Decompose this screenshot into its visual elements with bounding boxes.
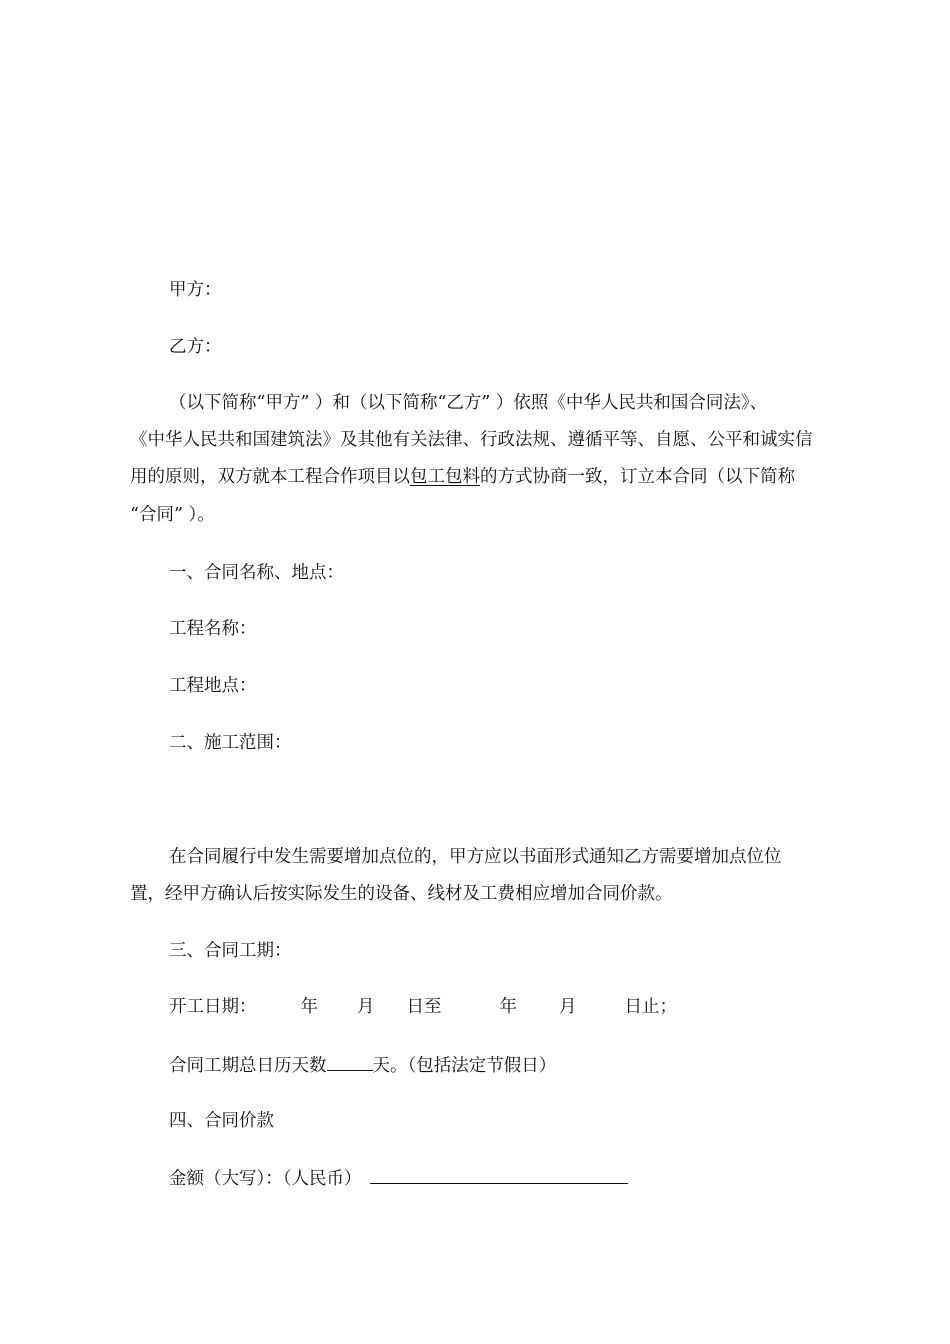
scope-paragraph-line-1: 在合同履行中发生需要增加点位的，甲方应以书面形式通知乙方需要增加点位位 — [169, 847, 782, 867]
start-date-label: 开工日期： — [169, 997, 257, 1017]
intro-line-2: 《中华人民共和国建筑法》及其他有关法律、行政法规、遵循平等、自愿、公平和诚实信 — [130, 430, 813, 450]
contract-mode-underlined: 包工包料 — [410, 467, 480, 487]
intro-line-3-after: 的方式协商一致，订立本合同（以下简称 — [480, 467, 795, 487]
intro-line-4: “合同” ）。 — [130, 505, 215, 525]
end-day-to-label: 日至 — [406, 997, 442, 1017]
start-month-label: 月 — [357, 997, 375, 1017]
total-days-label: 合同工期总日历天数 — [169, 1056, 327, 1076]
amount-blank — [370, 1165, 628, 1184]
intro-line-3-before: 用的原则，双方就本工程合作项目以 — [130, 467, 410, 487]
section-2-heading: 二、施工范围： — [169, 733, 292, 753]
intro-line-3 — [130, 465, 795, 489]
party-b-label: 乙方： — [169, 337, 222, 357]
total-days-suffix: 天。（包括法定节假日） — [372, 1056, 557, 1076]
start-date-row — [169, 995, 677, 1019]
scope-paragraph-line-2: 置，经甲方确认后按实际发生的设备、线材及工费相应增加合同价款。 — [130, 884, 673, 904]
end-month-label: 月 — [559, 997, 577, 1017]
party-a-label: 甲方： — [169, 280, 222, 300]
start-year-label: 年 — [300, 997, 318, 1017]
end-year-label: 年 — [499, 997, 517, 1017]
end-day-label: 日止； — [624, 997, 677, 1017]
amount-row — [169, 1165, 628, 1191]
total-days-row — [169, 1052, 556, 1078]
section-4-heading: 四、合同价款 — [169, 1111, 274, 1131]
project-name-label: 工程名称： — [169, 619, 257, 639]
amount-label: 金额（大写）：（人民币） — [169, 1169, 362, 1189]
total-days-blank — [327, 1052, 373, 1071]
intro-line-1: （以下简称“甲方” ）和（以下简称“乙方” ）依照《中华人民共和国合同法》、 — [169, 393, 768, 413]
section-1-heading: 一、合同名称、地点： — [169, 563, 344, 583]
section-3-heading: 三、合同工期： — [169, 941, 292, 961]
project-location-label: 工程地点： — [169, 676, 257, 696]
